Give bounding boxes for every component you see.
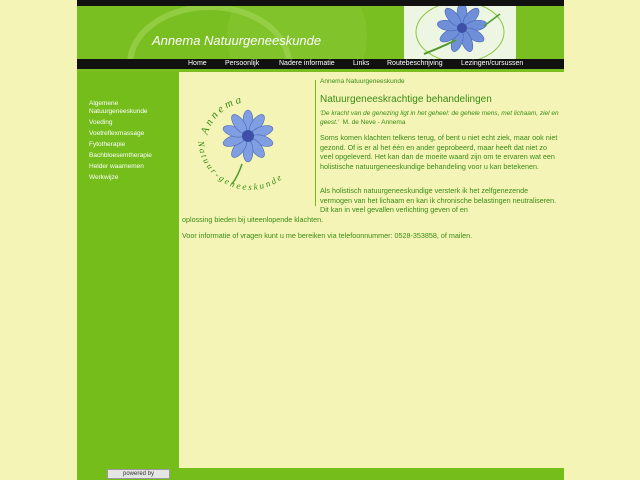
logo-bottom-text: N a t u u r - g e n e e s k u n d e bbox=[196, 140, 284, 193]
sidebar-item-voetreflexmassage[interactable]: Voetreflexmassage bbox=[89, 130, 145, 137]
sidebar bbox=[77, 72, 179, 468]
paragraph-3: Voor informatie of vragen kunt u me bereiken via telefoonnummer: 0528-353858, of mailen. bbox=[182, 231, 473, 240]
main-content bbox=[179, 72, 564, 468]
site-title[interactable]: Annema Natuurgeneeskunde bbox=[152, 33, 322, 48]
quote-text: 'De kracht van de genezing ligt in het geheel: de gehele mens, met lichaam, ziel en geest.' bbox=[320, 110, 559, 126]
site-header bbox=[77, 6, 564, 59]
logo-top-text: A n n e m a bbox=[198, 93, 243, 137]
nav-item-lezingen-cursussen[interactable]: Lezingen/cursussen bbox=[461, 60, 524, 67]
nav-item-routebeschrijving[interactable]: Routebeschrijving bbox=[387, 60, 443, 67]
main-nav bbox=[77, 59, 564, 69]
breadcrumb[interactable]: Annema Natuurgeneeskunde bbox=[320, 78, 405, 85]
nav-item-home[interactable]: Home bbox=[188, 60, 207, 67]
header-flower-image bbox=[404, 6, 516, 59]
paragraph-2a: Als holistisch natuurgeneeskundige versterk ik het zelfgenezende vermogen van het lichaam en kan ik chronische belastingen neutraliseren. Dit kan in veel gevallen verlichting geven of en bbox=[320, 186, 557, 215]
sidebar-item-voeding[interactable]: Voeding bbox=[89, 119, 113, 126]
logo-divider bbox=[315, 80, 316, 206]
sidebar-item-werkwijze[interactable]: Werkwijze bbox=[89, 174, 119, 181]
nav-item-persoonlijk[interactable]: Persoonlijk bbox=[225, 60, 260, 67]
powered-by-badge[interactable]: powered by bbox=[107, 469, 170, 479]
quote bbox=[320, 109, 560, 127]
sidebar-menu bbox=[89, 100, 177, 185]
sidebar-item-bachbloesemtherapie[interactable]: Bachbloesemtherapie bbox=[89, 152, 152, 159]
logo-flower-icon bbox=[184, 76, 314, 204]
page-title: Natuurgeneeskrachtige behandelingen bbox=[320, 94, 492, 105]
sidebar-item-helder-waarnemen[interactable]: Helder waarnemen bbox=[89, 163, 144, 170]
sidebar-item-fytotherapie[interactable]: Fytotherapie bbox=[89, 141, 126, 148]
nav-item-links[interactable]: Links bbox=[353, 60, 370, 67]
sidebar-item-algemene-natuurgeneeskunde[interactable]: Algemene Natuurgeneeskunde bbox=[89, 100, 148, 115]
nav-item-nadere-informatie[interactable]: Nadere informatie bbox=[279, 60, 335, 67]
annema-logo bbox=[184, 76, 314, 204]
quote-author: M. de Neve - Annema bbox=[342, 119, 406, 126]
paragraph-1: Soms komen klachten telkens terug, of bent u niet echt ziek, maar ook niet gezond. Of is er al het één en ander geprobeerd, maar heeft dat niet zo veel opgeleverd. Het kan dan de moeite waard zijn om te ervaren wat een holistische natuurgeneeskundige behandeling voor u kan betekenen. bbox=[320, 133, 558, 171]
paragraph-2b: oplossing bieden bij uiteenlopende klachten. bbox=[182, 215, 324, 224]
cornflower-icon bbox=[404, 6, 516, 59]
